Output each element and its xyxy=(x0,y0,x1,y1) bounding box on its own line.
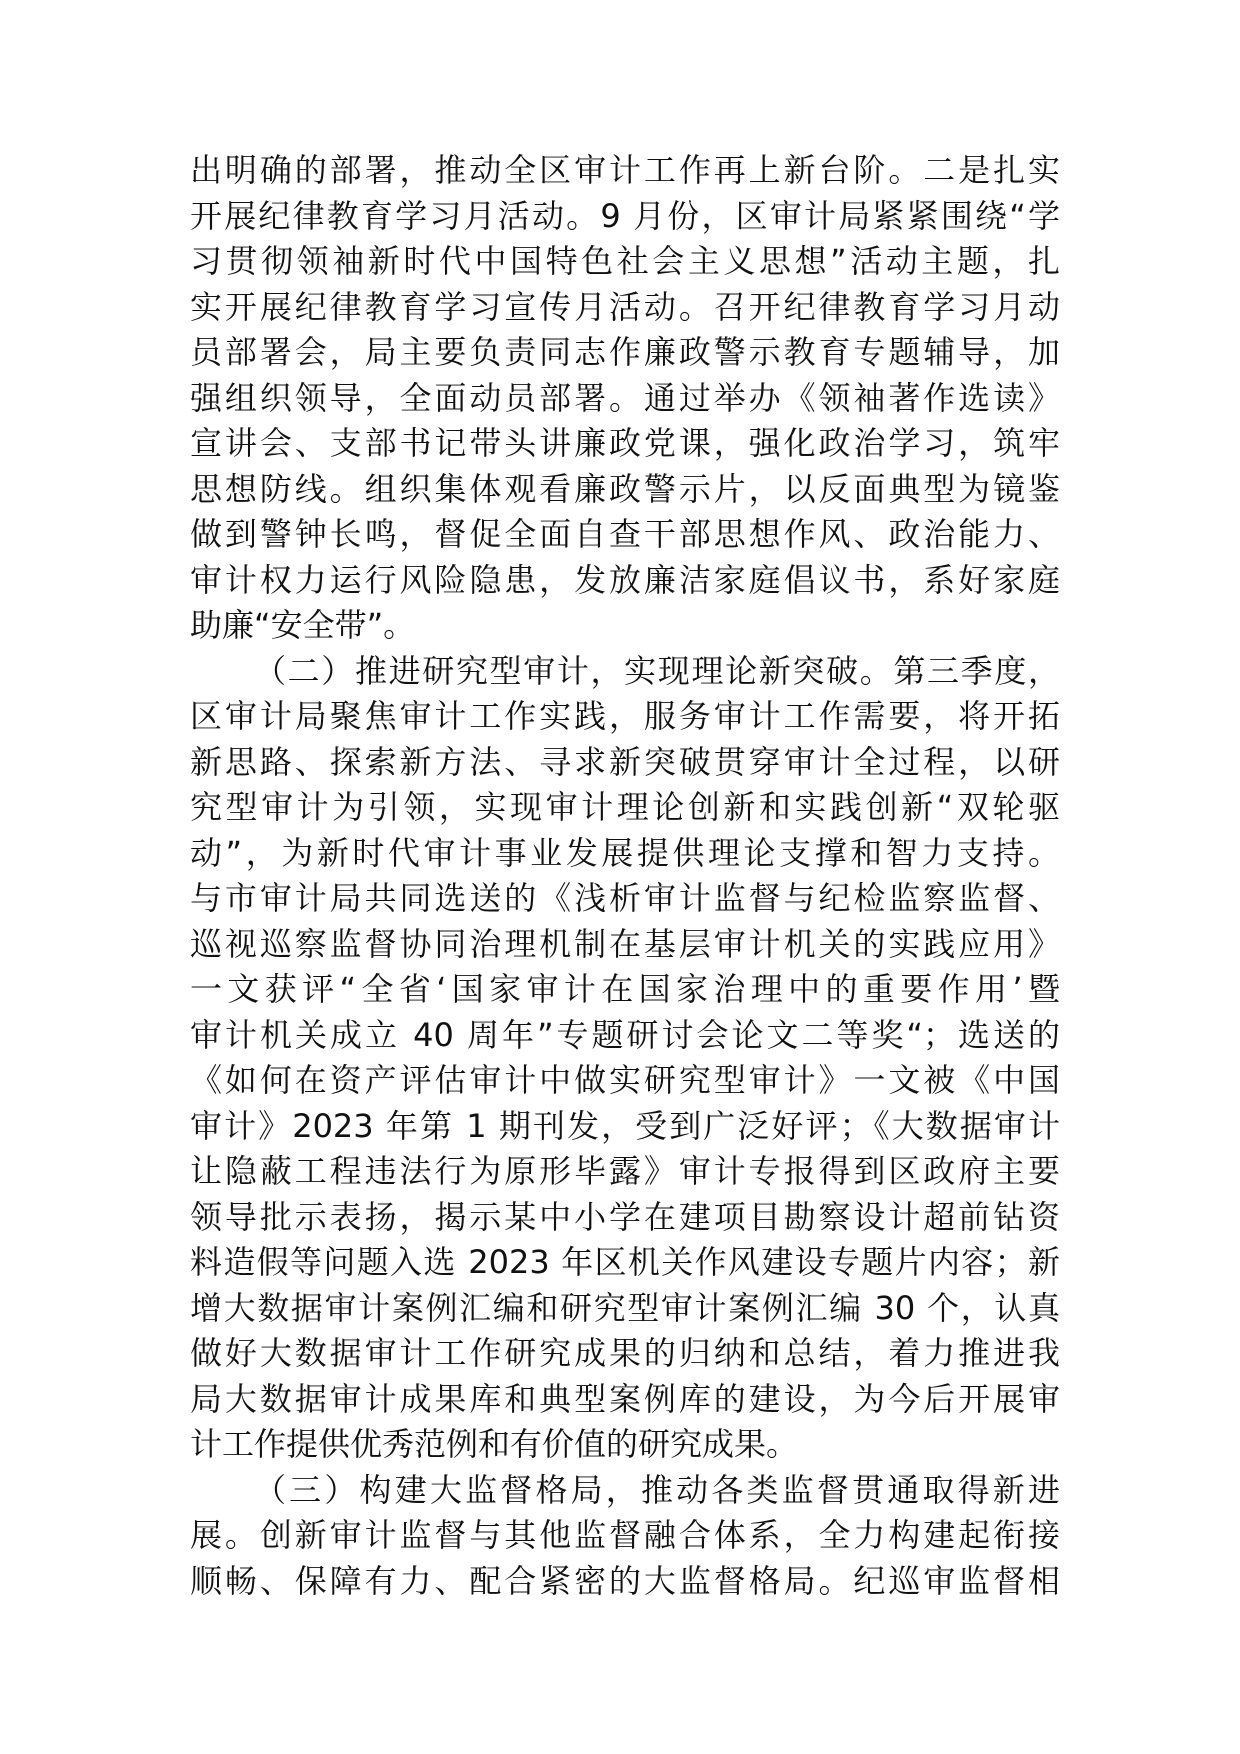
text-line: 动”，为新时代审计事业发展提供理论支撑和智力支持。 xyxy=(190,833,1060,872)
text-line: 究型审计为引领，实现审计理论创新和实践创新“双轮驱 xyxy=(190,788,1060,826)
text-line: （二）推进研究型审计，实现理论新突破。第三季度， xyxy=(254,651,1060,690)
text-line: 做到警钟长鸣，督促全面自查干部思想作风、政治能力、 xyxy=(190,515,1060,553)
text-line: 宣讲会、支部书记带头讲廉政党课，强化政治学习，筑牢 xyxy=(190,424,1060,462)
text-line: 做好大数据审计工作研究成果的归纳和总结，着力推进我 xyxy=(190,1334,1060,1372)
text-line: 巡视巡察监督协同治理机制在基层审计机关的实践应用》 xyxy=(190,924,1060,963)
text-line: 审计》2023 年第 1 期刊发，受到广泛好评；《大数据审计 xyxy=(190,1106,1060,1145)
text-line: 局大数据审计成果库和典型案例库的建设，为今后开展审 xyxy=(190,1379,1060,1418)
text-line: 实开展纪律教育学习宣传月活动。召开纪律教育学习月动 xyxy=(190,287,1060,326)
text-line: 让隐蔽工程违法行为原形毕露》审计专报得到区政府主要 xyxy=(190,1152,1060,1190)
text-line: 出明确的部署，推动全区审计工作再上新台阶。二是扎实 xyxy=(190,151,1060,189)
text-line: （三）构建大监督格局，推动各类监督贯通取得新进 xyxy=(254,1470,1060,1509)
text-line: 强组织领导，全面动员部署。通过举办《领袖著作选读》 xyxy=(190,378,1060,417)
text-line: 审计机关成立 40 周年”专题研讨会论文二等奖“；选送的 xyxy=(190,1015,1060,1054)
text-line: 员部署会，局主要负责同志作廉政警示教育专题辅导，加 xyxy=(190,333,1060,371)
text-line: 新思路、探索新方法、寻求新突破贯穿审计全过程，以研 xyxy=(190,742,1060,781)
text-line: 展。创新审计监督与其他监督融合体系，全力构建起衔接 xyxy=(190,1516,1060,1554)
text-line: 审计权力运行风险隐患，发放廉洁家庭倡议书，系好家庭 xyxy=(190,560,1060,599)
text-line: 领导批示表扬，揭示某中小学在建项目勘察设计超前钻资 xyxy=(190,1197,1060,1236)
text-line: 顺畅、保障有力、配合紧密的大监督格局。纪巡审监督相 xyxy=(190,1561,1060,1600)
text-line: 开展纪律教育学习月活动。9 月份，区审计局紧紧围绕“学 xyxy=(190,196,1060,235)
text-line: 习贯彻领袖新时代中国特色社会主义思想”活动主题，扎 xyxy=(190,242,1060,280)
text-line: 区审计局聚焦审计工作实践，服务审计工作需要，将开拓 xyxy=(190,697,1060,735)
text-line: 料造假等问题入选 2023 年区机关作风建设专题片内容；新 xyxy=(190,1243,1060,1281)
text-line: 与市审计局共同选送的《浅析审计监督与纪检监察监督、 xyxy=(190,879,1060,917)
text-line: 《如何在资产评估审计中做实研究型审计》一文被《中国 xyxy=(190,1061,1060,1099)
document-body xyxy=(190,148,1060,1604)
text-line: 计工作提供优秀范例和有价值的研究成果。 xyxy=(190,1425,799,1463)
text-line: 一文获评“全省‘国家审计在国家治理中的重要作用’暨 xyxy=(190,970,1060,1008)
text-line: 助廉“安全带”。 xyxy=(190,606,416,644)
text-line: 思想防线。组织集体观看廉政警示片，以反面典型为镜鉴 xyxy=(190,469,1060,508)
text-line: 增大数据审计案例汇编和研究型审计案例汇编 30 个，认真 xyxy=(190,1288,1060,1327)
